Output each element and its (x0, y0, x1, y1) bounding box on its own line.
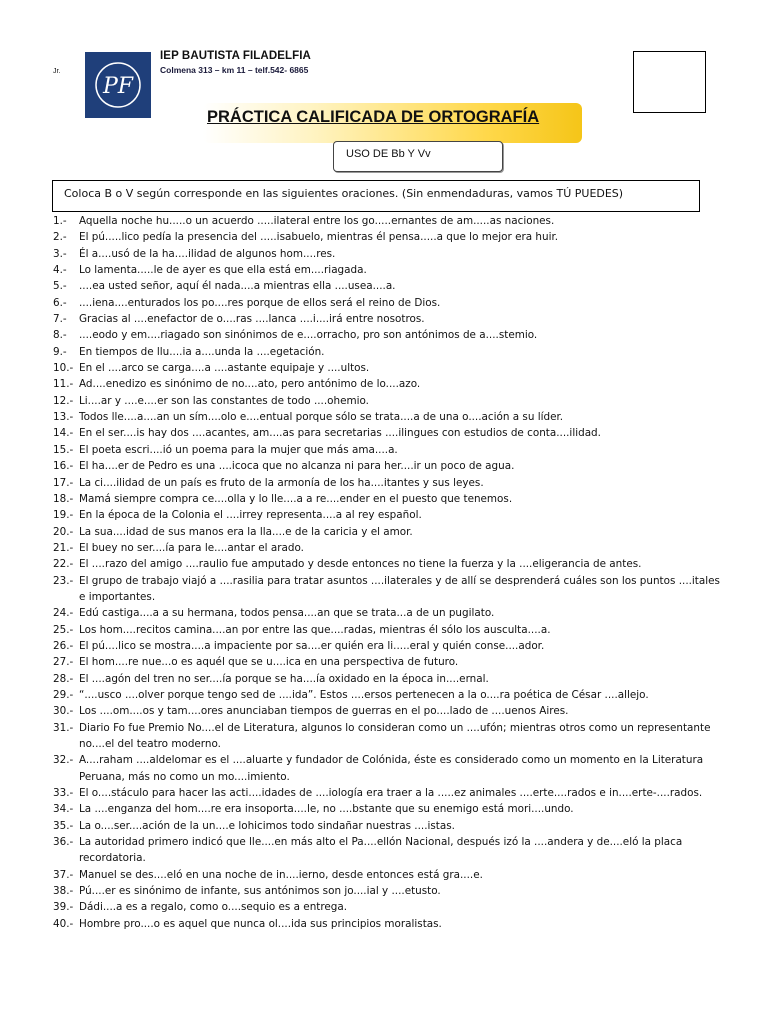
question-text: Manuel se des....eló en una noche de in....ierno, desde entonces está gra....e. (79, 868, 483, 881)
question-item (53, 458, 721, 474)
page-title: PRÁCTICA CALIFICADA DE ORTOGRAFÍA (207, 108, 540, 126)
subtitle: USO DE Bb Y Vv (346, 148, 431, 160)
question-text: El ....razo del amigo ....raulio fue amputado y desde entonces no tiene la fuerza y la ....eligerancia de antes. (79, 558, 642, 571)
question-text: Los hom....recitos camina....an por entre las que....radas, mientras él sólo los ausculta....a. (79, 623, 551, 636)
question-number: 2.- (53, 231, 67, 244)
question-item (53, 671, 721, 687)
corner-label: Jr. (53, 68, 61, 75)
questions-list (53, 213, 721, 932)
question-number: 5.- (53, 280, 67, 293)
question-text: En tiempos de llu....ia a....unda la ....egetación. (79, 345, 325, 358)
school-logo (85, 52, 151, 118)
school-header (160, 50, 311, 75)
question-text: El o....stáculo para hacer las acti....idades de ....iología era traer a la .....ez animales ....erte....rados e in....erte-....rados. (79, 787, 703, 800)
question-item (53, 752, 721, 785)
question-item (53, 605, 721, 621)
question-text: La ci....ilidad de un país es fruto de la armonía de los ha....itantes y sus leyes. (79, 476, 484, 489)
question-text: Diario Fo fue Premio No....el de Literatura, algunos lo consideran como un ....ufón; mientras otros como un representante no....el del teatro moderno. (79, 721, 711, 750)
question-number: 40.- (53, 917, 74, 930)
question-item (53, 834, 721, 867)
question-text: En el ser....is hay dos ....acantes, am....as para secretarias ....ilingues con estudios de conta....ilidad. (79, 427, 601, 440)
question-text: En el ....arco se carga....a ....astante equipaje y ....ultos. (79, 362, 370, 375)
question-item (53, 376, 721, 392)
question-item (53, 507, 721, 523)
school-name: IEP BAUTISTA FILADELFIA (160, 50, 311, 62)
question-text: Hombre pro....o es aquel que nunca ol....ida sus principios moralistas. (79, 917, 442, 930)
question-number: 37.- (53, 868, 74, 881)
instruction-text: Coloca B o V según corresponde en las siguientes oraciones. (Sin enmendaduras, vamos TÚ PUEDES) (64, 187, 624, 200)
question-item (53, 491, 721, 507)
question-text: El pú....lico se mostra....a impaciente por sa....er quién era li.....eral y quién conse....ador. (79, 639, 545, 652)
question-text: Ad....enedizo es sinónimo de no....ato, pero antónimo de lo....azo. (79, 378, 421, 391)
question-item (53, 573, 721, 606)
question-text: El buey no ser....ía para le....antar el arado. (79, 541, 304, 554)
question-item (53, 229, 721, 245)
question-item (53, 720, 721, 753)
question-number: 24.- (53, 607, 74, 620)
question-number: 23.- (53, 574, 74, 587)
question-text: Dádi....a es a regalo, como o....sequio es a entrega. (79, 901, 348, 914)
question-text: El grupo de trabajo viajó a ....rasilia para tratar asuntos ....ilaterales y de allí se desprenderá cuáles son los puntos ....itales e importantes. (79, 574, 720, 603)
question-number: 20.- (53, 525, 74, 538)
question-number: 18.- (53, 492, 74, 505)
question-text: El hom....re nue...o es aquél que se u....ica en una perspectiva de futuro. (79, 656, 459, 669)
question-text: ....iena....enturados los po....res porque de ellos será el reino de Dios. (79, 296, 441, 309)
question-number: 27.- (53, 656, 74, 669)
question-text: Él a....usó de la ha....ilidad de algunos hom....res. (79, 247, 336, 260)
question-item (53, 867, 721, 883)
question-number: 9.- (53, 345, 67, 358)
question-number: 33.- (53, 787, 74, 800)
question-item (53, 475, 721, 491)
question-item (53, 899, 721, 915)
question-item (53, 246, 721, 262)
question-number: 39.- (53, 901, 74, 914)
question-number: 19.- (53, 509, 74, 522)
question-number: 29.- (53, 688, 74, 701)
question-text: “....usco ....olver porque tengo sed de ....ida”. Estos ....ersos pertenecen a la o....ra poética de César ....allejo. (79, 688, 649, 701)
question-text: A....raham ....aldelomar es el ....aluarte y fundador de Colónida, éste es considerado como un momento en la Literatura Peruana, más no como un mo....imiento. (79, 754, 704, 783)
question-item (53, 556, 721, 572)
question-item (53, 360, 721, 376)
question-item (53, 278, 721, 294)
question-text: Mamá siempre compra ce....olla y lo lle....a a re....ender en el puesto que tenemos. (79, 492, 513, 505)
question-number: 8.- (53, 329, 67, 342)
question-number: 16.- (53, 460, 74, 473)
question-number: 14.- (53, 427, 74, 440)
question-number: 21.- (53, 541, 74, 554)
question-number: 3.- (53, 247, 67, 260)
question-item (53, 916, 721, 932)
question-text: Aquella noche hu.....o un acuerdo .....ilateral entre los go.....ernantes de am.....as naciones. (79, 215, 555, 227)
logo-monogram: PF (102, 74, 134, 99)
question-item (53, 409, 721, 425)
question-text: En la época de la Colonia el ....irrey representa....a al rey español. (79, 509, 422, 522)
question-text: La ....enganza del hom....re era insoporta....le, no ....bstante que su enemigo está mori....undo. (79, 803, 574, 816)
question-text: ....ea usted señor, aquí él nada....a mientras ella ....usea....a. (79, 280, 396, 293)
question-item (53, 295, 721, 311)
question-item (53, 327, 721, 343)
question-text: El ha....er de Pedro es una ....icoca que no alcanza ni para her....ir un poco de agua. (79, 460, 515, 473)
school-address: Colmena 313 – km 11 – telf.542- 6865 (160, 65, 309, 75)
question-number: 38.- (53, 885, 74, 898)
question-number: 25.- (53, 623, 74, 636)
question-text: La sua....idad de sus manos era la lla....e de la caricia y el amor. (79, 525, 413, 538)
question-text: La o....ser....ación de la un....e lohicimos todo sindañar nuestras ....istas. (79, 819, 455, 832)
question-text: Todos lle....a....an un sím....olo e....entual porque sólo se trata....a de una o....ación a su líder. (79, 411, 564, 424)
question-item (53, 442, 721, 458)
question-item (53, 638, 721, 654)
question-item (53, 344, 721, 360)
question-text: Edú castiga....a a su hermana, todos pensa....an que se trata...a de un pugilato. (79, 607, 495, 620)
question-item (53, 883, 721, 899)
question-item (53, 818, 721, 834)
question-text: El ....agón del tren no ser....ía porque se ha....ía oxidado en la época in....ernal. (79, 672, 489, 685)
question-item (53, 687, 721, 703)
question-item (53, 801, 721, 817)
question-number: 10.- (53, 362, 74, 375)
question-text: Li....ar y ....e....er son las constantes de todo ....ohemio. (79, 394, 369, 407)
question-number: 34.- (53, 803, 74, 816)
question-number: 26.- (53, 639, 74, 652)
question-text: ....eodo y em....riagado son sinónimos de e....orracho, pro son antónimos de a....stemio. (79, 329, 538, 342)
question-text: El pú.....lico pedía la presencia del .....isabuelo, mientras él pensa.....a que lo mejor era huir. (79, 231, 559, 244)
question-number: 1.- (53, 215, 67, 227)
question-item (53, 262, 721, 278)
question-item (53, 425, 721, 441)
question-item (53, 654, 721, 670)
question-number: 13.- (53, 411, 74, 424)
question-item (53, 785, 721, 801)
question-item (53, 622, 721, 638)
question-number: 31.- (53, 721, 74, 734)
question-item (53, 213, 721, 229)
question-text: Lo lamenta.....le de ayer es que ella está em....riagada. (79, 264, 367, 277)
question-text: Gracias al ....enefactor de o....ras ....lanca ....i....irá entre nosotros. (79, 313, 425, 326)
question-number: 28.- (53, 672, 74, 685)
question-number: 17.- (53, 476, 74, 489)
question-text: Pú....er es sinónimo de infante, sus antónimos son jo....ial y ....etusto. (79, 885, 441, 898)
question-item (53, 703, 721, 719)
question-number: 22.- (53, 558, 74, 571)
question-number: 12.- (53, 394, 74, 407)
question-number: 11.- (53, 378, 74, 391)
question-number: 6.- (53, 296, 67, 309)
question-number: 7.- (53, 313, 67, 326)
question-number: 4.- (53, 264, 67, 277)
question-item (53, 524, 721, 540)
question-text: Los ....om....os y tam....ores anunciaban tiempos de guerras en el po....lado de ....uenos Aires. (79, 705, 569, 718)
question-number: 36.- (53, 836, 74, 849)
question-number: 30.- (53, 705, 74, 718)
question-item (53, 393, 721, 409)
question-number: 32.- (53, 754, 74, 767)
question-number: 15.- (53, 443, 74, 456)
photo-box (633, 51, 706, 113)
question-item (53, 311, 721, 327)
question-item (53, 540, 721, 556)
question-text: El poeta escri....ió un poema para la mujer que más ama....a. (79, 443, 398, 456)
question-text: La autoridad primero indicó que lle....en más alto el Pa....ellón Nacional, después izó la ....andera y de....eló la placa recordatoria. (79, 836, 683, 865)
question-number: 35.- (53, 819, 74, 832)
